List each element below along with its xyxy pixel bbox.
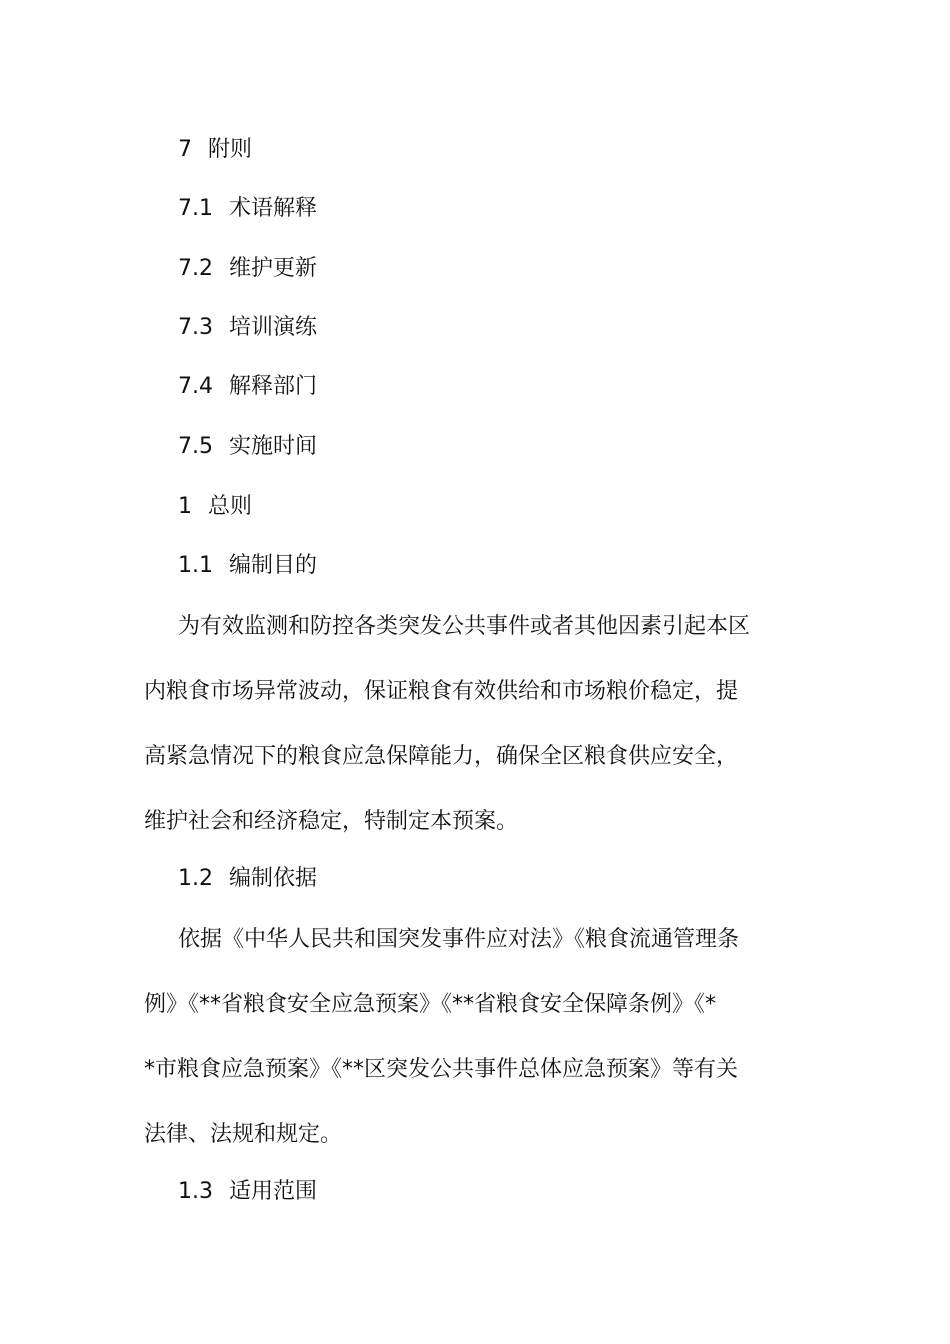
paragraph-line: 例》《**省粮食安全应急预案》《**省粮食安全保障条例》《*: [144, 992, 717, 1017]
heading-number: 7.1: [178, 196, 213, 221]
heading-1-3: [178, 1177, 317, 1207]
heading-7-3: [178, 313, 317, 343]
heading-number: 7.4: [178, 374, 213, 399]
paragraph-purpose: [144, 594, 816, 854]
heading-number: 7.2: [178, 256, 213, 281]
paragraph-line: *市粮食应急预案》《**区突发公共事件总体应急预案》等有关: [144, 1057, 739, 1082]
heading-7-5: [178, 432, 317, 462]
heading-title: 实施时间: [229, 434, 318, 459]
heading-1-1: [178, 551, 317, 581]
heading-title: 适用范围: [229, 1179, 318, 1204]
heading-title: 编制目的: [229, 553, 318, 578]
heading-title: 总则: [208, 494, 253, 519]
heading-7-4: [178, 372, 317, 402]
heading-number: 1.3: [178, 1179, 213, 1204]
heading-1: [178, 492, 252, 522]
heading-title: 附则: [208, 137, 253, 162]
heading-1-2: [178, 864, 317, 894]
paragraph-line: 高紧急情况下的粮食应急保障能力，确保全区粮食供应安全，: [144, 744, 739, 769]
heading-number: 7.3: [178, 315, 213, 340]
heading-7-1: [178, 194, 317, 224]
heading-number: 1.1: [178, 553, 213, 578]
paragraph-basis: [144, 907, 816, 1167]
heading-number: 7: [178, 137, 192, 162]
heading-number: 1.2: [178, 866, 213, 891]
paragraph-line: 维护社会和经济稳定，特制定本预案。: [144, 809, 519, 834]
heading-title: 术语解释: [229, 196, 318, 221]
heading-number: 1: [178, 494, 192, 519]
paragraph-line: 内粮食市场异常波动，保证粮食有效供给和市场粮价稳定，提: [144, 679, 739, 704]
paragraph-line: 依据《中华人民共和国突发事件应对法》《粮食流通管理条: [178, 927, 740, 952]
heading-title: 编制依据: [229, 866, 318, 891]
paragraph-line: 法律、法规和规定。: [144, 1122, 343, 1147]
heading-title: 解释部门: [229, 374, 318, 399]
paragraph-line: 为有效监测和防控各类突发公共事件或者其他因素引起本区: [178, 614, 751, 639]
heading-number: 7.5: [178, 434, 213, 459]
heading-7-2: [178, 254, 317, 284]
heading-title: 维护更新: [229, 256, 318, 281]
heading-7: [178, 135, 252, 165]
heading-title: 培训演练: [229, 315, 318, 340]
